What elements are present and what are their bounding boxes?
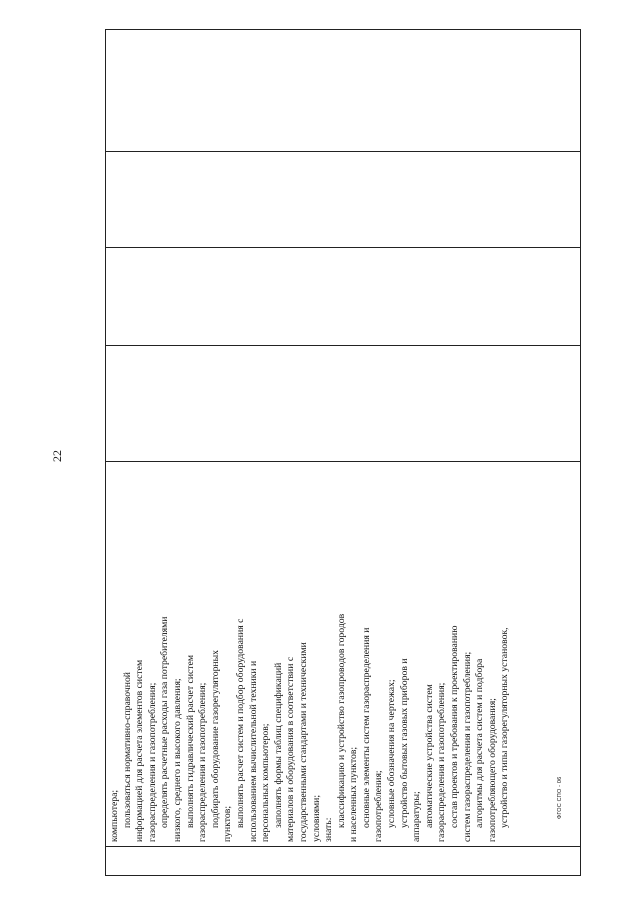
- content-line: автоматические устройства систем: [423, 684, 435, 828]
- content-line: заполнять формы таблиц спецификаций: [272, 662, 284, 828]
- content-line: газопотребления;: [373, 770, 385, 842]
- page-number: 22: [50, 450, 64, 462]
- table-cell-empty: [106, 248, 581, 346]
- content-line: определять расчетные расходы газа потребителями: [159, 616, 171, 828]
- content-text: [106, 462, 512, 846]
- table-container: [105, 36, 581, 876]
- content-line: газораспределения и газопотребления;: [436, 682, 448, 842]
- content-line: аппаратуры;: [411, 791, 423, 842]
- content-line: газопотребляющего оборудования;: [486, 698, 498, 842]
- content-line: информацией для расчета элементов систем: [134, 659, 146, 842]
- table-row: [106, 30, 581, 876]
- footer-label: ФГОС СПО - 06: [557, 776, 563, 819]
- rotated-table-frame: [105, 36, 581, 876]
- content-line: алгоритмы для расчета систем и подбора: [474, 658, 486, 828]
- content-line: условные обозначения на чертежах;: [386, 679, 398, 828]
- content-line: использованием вычислительной техники и: [247, 660, 259, 842]
- curriculum-table: [105, 29, 581, 876]
- content-line: устройство и типы газорегуляторных установок,: [499, 627, 511, 828]
- content-line: компьютера;: [109, 789, 120, 842]
- content-line: основные элементы систем газораспределения и: [360, 627, 372, 828]
- content-line: газораспределения и газопотребления;: [197, 682, 209, 842]
- content-line: пользоваться нормативно-справочной: [121, 672, 133, 828]
- content-line: пунктов;: [222, 805, 234, 842]
- content-line: систем газораспределения и газопотребления;: [461, 651, 473, 842]
- content-line: знать:: [323, 817, 335, 842]
- content-line: подбирать оборудование газорегуляторных: [209, 650, 221, 828]
- content-line: материалов и оборудования в соответствии с: [285, 656, 297, 842]
- content-line: условиями;: [310, 794, 322, 842]
- content-line: газораспределения и газопотребления;: [146, 682, 158, 842]
- table-cell-empty: [106, 152, 581, 248]
- table-cell-empty: [106, 30, 581, 152]
- content-line: низкого, среднего и высокого давления;: [171, 678, 183, 842]
- table-cell-content: [106, 462, 581, 847]
- content-line: персональных компьютеров;: [260, 723, 272, 842]
- content-line: состав проектов и требования к проектированию: [449, 625, 461, 828]
- content-line: государственными стандартами и техническими: [297, 642, 309, 842]
- table-cell-empty: [106, 346, 581, 462]
- table-cell-index: [106, 847, 581, 876]
- content-line: выполнять расчет систем и подбор оборудования с: [234, 618, 246, 828]
- content-line: классификацию и устройство газопроводов городов: [335, 613, 347, 828]
- content-line: выполнять гидравлический расчет систем: [184, 655, 196, 828]
- content-line: устройство бытовых газовых приборов и: [398, 658, 410, 828]
- content-line: и населенных пунктов;: [348, 746, 360, 842]
